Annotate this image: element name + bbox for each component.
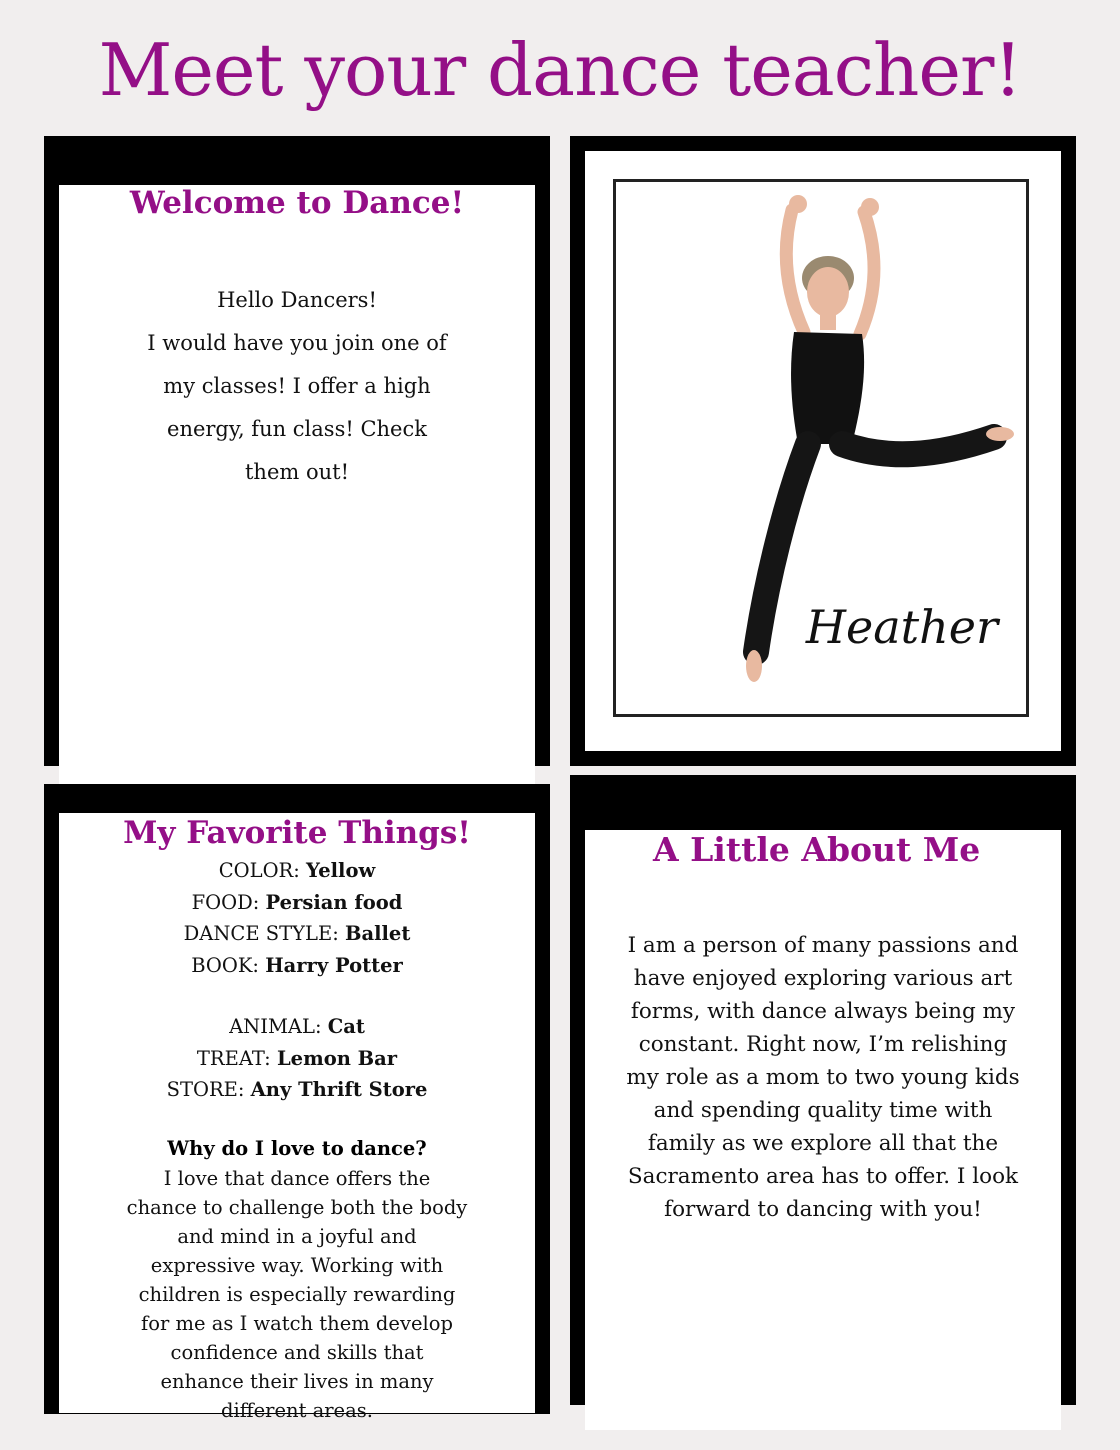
teacher-signature: Heather: [805, 600, 998, 654]
why-line: and mind in a joyful and: [177, 1224, 417, 1248]
why-line: expressive way. Working with: [150, 1253, 444, 1277]
favorite-label: DANCE STYLE:: [183, 922, 345, 945]
dancer-face: [807, 267, 849, 317]
dancer-left-arm: [786, 210, 804, 332]
about-card: [570, 775, 1076, 1405]
about-line: family as we explore all that the: [647, 1131, 999, 1156]
photo-card: [570, 136, 1076, 766]
welcome-line: Hello Dancers!: [217, 288, 377, 312]
favorite-value: Harry Potter: [265, 953, 403, 977]
dancer-right-arm: [860, 212, 874, 334]
favorite-label: TREAT:: [196, 1046, 277, 1070]
welcome-line: my classes! I offer a high: [163, 374, 431, 398]
dancer-right-hand: [861, 198, 879, 216]
favorite-item: [59, 1074, 535, 1106]
favorite-item: [59, 918, 535, 950]
about-line: have enjoyed exploring various art: [633, 966, 1013, 991]
favorite-label: BOOK:: [191, 953, 266, 977]
favorite-item: [59, 887, 535, 919]
why-dance-heading: Why do I love to dance?: [167, 1136, 427, 1160]
favorite-value: Any Thrift Store: [250, 1078, 428, 1101]
favorites-heading: My Favorite Things!: [123, 815, 471, 851]
dancer-front-foot: [746, 650, 762, 682]
favorites-list: [59, 855, 535, 1106]
welcome-text: [59, 279, 535, 494]
favorite-value: Cat: [327, 1015, 365, 1038]
favorite-value: Ballet: [344, 922, 411, 945]
favorite-value: Lemon Bar: [276, 1046, 398, 1070]
about-line: forward to dancing with you!: [664, 1197, 982, 1222]
favorite-label: ANIMAL:: [229, 1015, 328, 1038]
favorite-item: [59, 1043, 535, 1075]
dancer-front-leg: [756, 444, 808, 652]
about-card-body: [585, 830, 1061, 1430]
about-line: I am a person of many passions and: [627, 933, 1019, 958]
favorite-item: [59, 950, 535, 982]
about-line: my role as a mom to two young kids: [626, 1065, 1020, 1090]
favorite-value: Persian food: [265, 890, 403, 914]
about-heading: A Little About Me: [653, 830, 981, 869]
why-line: chance to challenge both the body: [126, 1195, 468, 1219]
welcome-card: [44, 136, 550, 766]
welcome-line: them out!: [244, 460, 350, 484]
favorites-card-body: [59, 813, 535, 1422]
favorite-label: FOOD:: [191, 890, 266, 914]
favorites-card: [44, 784, 550, 1422]
about-line: constant. Right now, I’m relishing: [638, 1032, 1008, 1057]
page-title: Meet your dance teacher!: [98, 28, 1022, 112]
dancer-back-foot: [986, 427, 1014, 441]
about-line: forms, with dance always being my: [630, 999, 1016, 1024]
why-line: enhance their lives in many: [160, 1369, 434, 1393]
favorite-item: [59, 855, 535, 887]
dancer-leotard: [791, 332, 864, 444]
dancer-neck: [820, 312, 836, 330]
photo-card-body: [585, 151, 1061, 751]
welcome-line: I would have you join one of: [147, 331, 447, 355]
photo-frame: [613, 179, 1029, 717]
why-line: children is especially rewarding: [138, 1282, 456, 1306]
favorite-item: [59, 1011, 535, 1043]
why-dance-text: [59, 1164, 535, 1425]
about-text: [585, 929, 1061, 1226]
welcome-line: energy, fun class! Check: [167, 417, 427, 441]
welcome-card-body: [59, 185, 535, 785]
why-line: confidence and skills that: [170, 1340, 424, 1364]
favorite-label: STORE:: [166, 1078, 251, 1101]
favorite-label: COLOR:: [218, 859, 307, 882]
about-line: Sacramento area has to offer. I look: [627, 1164, 1019, 1189]
why-line: for me as I watch them develop: [141, 1311, 453, 1335]
why-line: different areas.: [221, 1398, 373, 1422]
dancer-back-leg: [842, 437, 994, 454]
why-line: I love that dance offers the: [163, 1166, 431, 1190]
about-line: and spending quality time with: [653, 1098, 993, 1123]
dancer-left-hand: [789, 195, 807, 213]
spacer: [59, 981, 535, 1011]
favorite-value: Yellow: [306, 859, 376, 882]
welcome-heading: Welcome to Dance!: [129, 185, 465, 221]
